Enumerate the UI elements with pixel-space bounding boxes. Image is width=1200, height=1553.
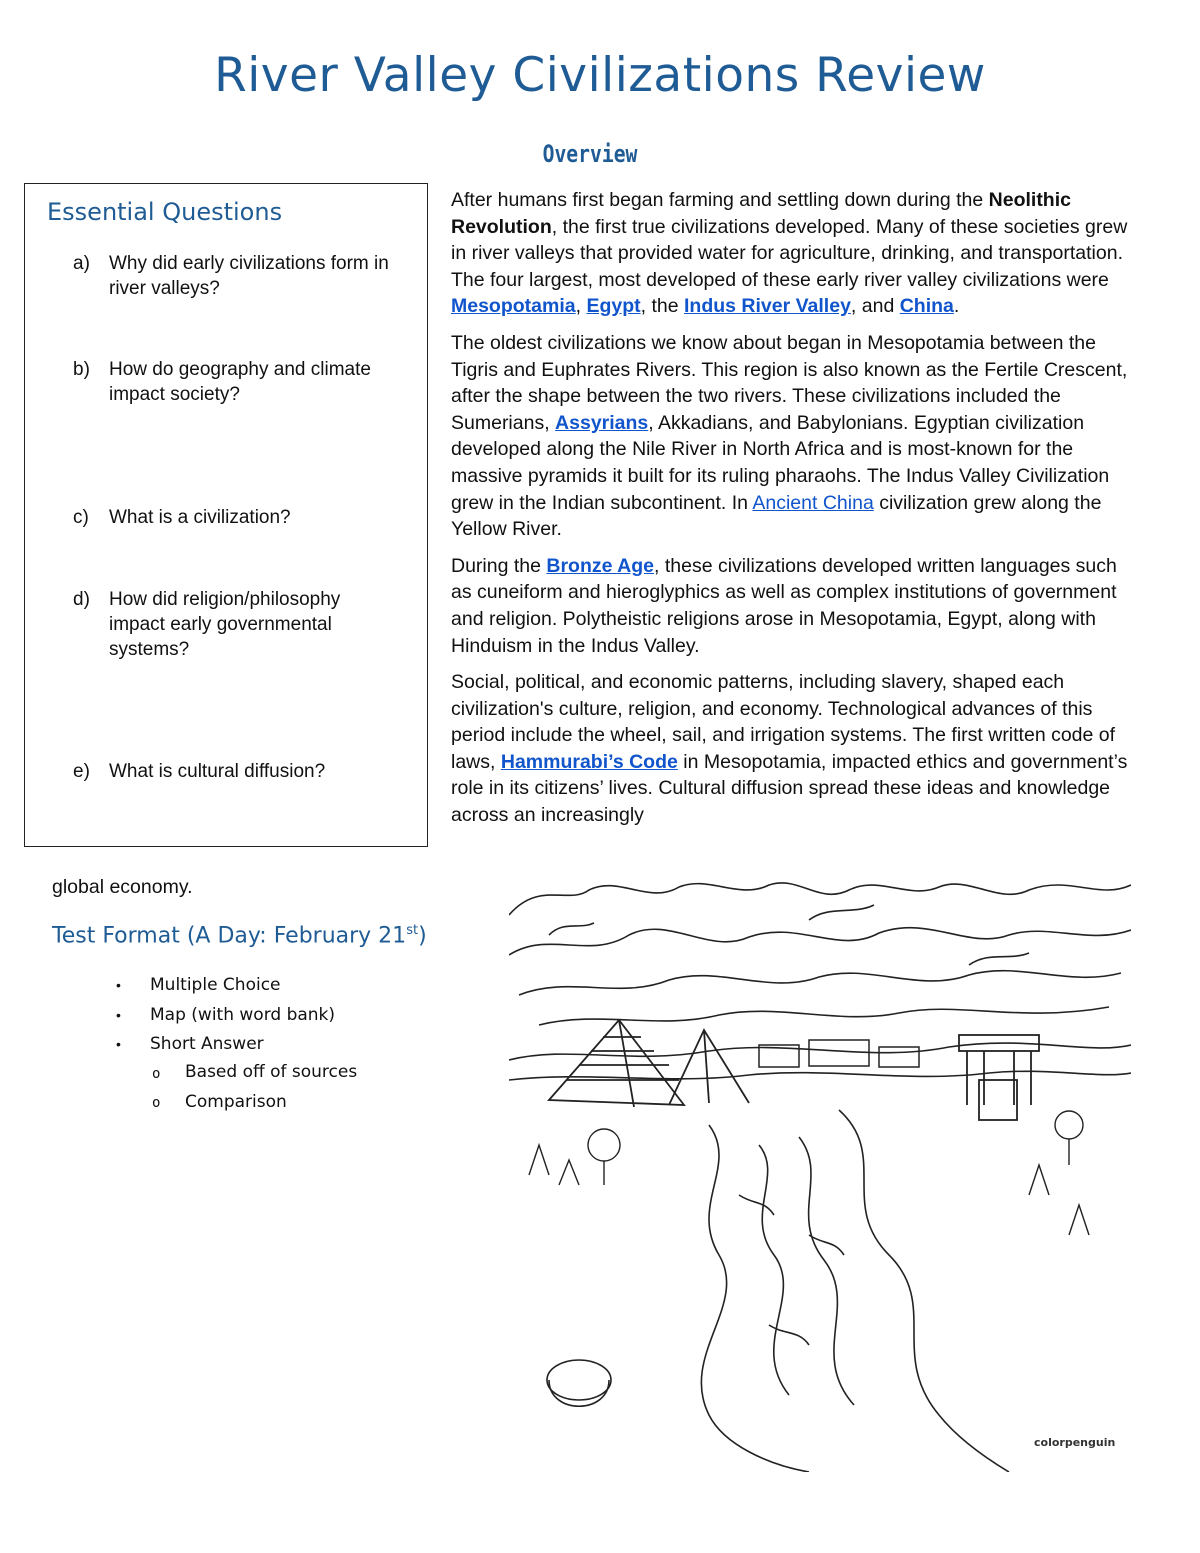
text-run: , and bbox=[850, 295, 900, 318]
text-run: in Mesopotamia, impacted ethics and government’s role in its citizens’ lives. Cultural diffusion spread these ideas and knowledge across an increasingly bbox=[451, 750, 1128, 827]
text-run: , the bbox=[640, 295, 684, 318]
question-label: c) bbox=[73, 507, 89, 528]
question-text: What is a civilization? bbox=[109, 507, 291, 528]
text-run: civilization grew along the Yellow River. bbox=[451, 491, 1102, 541]
text-run: After humans first began farming and settling down during the bbox=[451, 189, 989, 211]
question-label: a) bbox=[73, 253, 90, 274]
text-run: , Akkadians, and Babylonians. Egyptian civilization developed along the Nile River in North Africa and is most-known for the massive pyramids it built for its ruling pharaohs. The Indus Valley Civilization grew in the Indian subcontinent. In bbox=[451, 411, 1110, 514]
text-run: , the first true civilizations developed. Many of these societies grew in river valleys that provided water for agriculture, drinking, and transportation. The four largest, most developed of these early river valley civilizations were bbox=[451, 215, 1128, 291]
ancient-china-link[interactable]: Ancient China bbox=[752, 491, 874, 514]
heading-close: ) bbox=[418, 923, 427, 949]
overview-heading: Overview bbox=[542, 140, 638, 168]
question-text: What is cultural diffusion? bbox=[109, 761, 326, 782]
bronze-age-link[interactable]: Bronze Age bbox=[546, 554, 655, 577]
question-label: d) bbox=[73, 589, 90, 610]
mesopotamia-link[interactable]: Mesopotamia bbox=[451, 295, 576, 318]
hammurabis-code-link[interactable]: Hammurabi’s Code bbox=[500, 750, 678, 773]
text-run: The oldest civilizations we know about began in Mesopotamia between the Tigris and Euphrates Rivers. This region is also known as the Fertile Crescent, after the shape between the two rivers. These civilizations included the Sumerians, bbox=[451, 331, 1128, 434]
question-text: How do geography and climate impact society? bbox=[109, 359, 371, 405]
essential-questions-heading: Essential Questions bbox=[47, 198, 283, 226]
text-run: , bbox=[575, 295, 587, 318]
test-format-item: Map (with word bank) bbox=[150, 1005, 336, 1025]
indus-river-valley-link[interactable]: Indus River Valley bbox=[684, 295, 851, 318]
page-title: River Valley Civilizations Review bbox=[214, 48, 986, 103]
test-format-heading bbox=[52, 923, 427, 948]
overview-paragraph-4 bbox=[451, 669, 1141, 829]
question-text: How did religion/philosophy impact early governmental systems? bbox=[109, 589, 341, 660]
text-run: . bbox=[953, 295, 960, 318]
question-text: Why did early civilizations form in river valleys? bbox=[109, 253, 389, 299]
test-format-item: Short Answer bbox=[150, 1034, 264, 1054]
test-format-item: Multiple Choice bbox=[150, 975, 281, 995]
bullet-icon: • bbox=[116, 977, 121, 993]
overview-text bbox=[451, 187, 1141, 839]
sub-bullet-icon: o bbox=[152, 1066, 161, 1082]
heading-text: Test Format (A Day: February 21 bbox=[52, 923, 407, 949]
essential-questions-box bbox=[24, 183, 428, 847]
neolithic-revolution-term: Neolithic Revolution bbox=[451, 189, 1071, 238]
question-label: b) bbox=[73, 359, 90, 380]
overview-continuation: global economy. bbox=[52, 876, 193, 898]
sub-bullet-icon: o bbox=[152, 1095, 161, 1111]
text-run: , these civilizations developed written languages such as cuneiform and hieroglyphics as well as complex institutions of government and religion. Polytheistic religions arose in Mesopotamia, Egypt, along with Hinduism in the Indus Valley. bbox=[451, 554, 1117, 657]
illustration-credit: colorpenguin bbox=[1034, 1436, 1116, 1449]
overview-paragraph-3 bbox=[451, 553, 1141, 659]
overview-paragraph-2 bbox=[451, 330, 1141, 543]
test-format-subitem: Comparison bbox=[185, 1092, 287, 1112]
heading-superscript: st bbox=[406, 923, 419, 938]
bullet-icon: • bbox=[116, 1036, 121, 1052]
china-link[interactable]: China bbox=[899, 295, 954, 318]
bullet-icon: • bbox=[116, 1007, 121, 1023]
assyrians-link[interactable]: Assyrians bbox=[555, 411, 649, 434]
egypt-link[interactable]: Egypt bbox=[586, 295, 641, 318]
text-run: During the bbox=[451, 554, 547, 577]
text-run: Social, political, and economic patterns, including slavery, shaped each civilization's culture, religion, and economy. Technological advances of this period include the wheel, sail, and irrigation systems. The first written code of laws, bbox=[451, 671, 1116, 773]
overview-paragraph-1 bbox=[451, 187, 1141, 320]
test-format-subitem: Based off of sources bbox=[185, 1062, 358, 1082]
river-valley-illustration bbox=[509, 875, 1131, 1472]
question-label: e) bbox=[73, 761, 90, 782]
